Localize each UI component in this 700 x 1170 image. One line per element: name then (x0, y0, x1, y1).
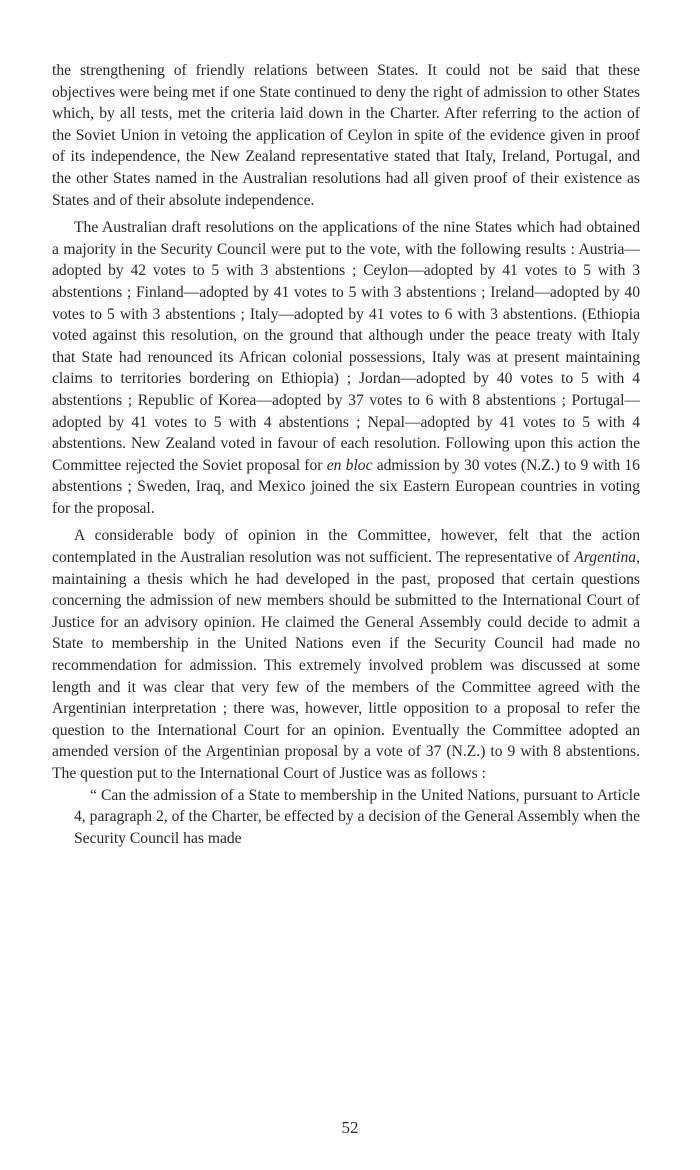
paragraph-argentina-text-b: , maintaining a thesis which he had developed in the past, proposed that certain questions concerning the admission of new members should be submitted to the International Court of Justice for an advisory opinion. He claimed the General Assembly could decide to admit a State to membership in the United Nations even if the Security Council had made no recommendation for admission. This extremely involved problem was discussed at some length and it was clear that very few of the members of the Committee agreed with the Argentinian interpretation ; there was, however, little opposition to a proposal to refer the question to the International Court for an opinion. Eventually the Committee adopted an amended version of the Argentinian proposal by a vote of 37 (N.Z.) to 9 with 8 abstentions. The question put to the International Court of Justice was as follows : (52, 549, 640, 782)
page-number: 52 (341, 1118, 359, 1137)
paragraph-voting-results-text-b: admission by 30 votes (N.Z.) to 9 with 16 abstentions ; Sweden, Iraq, and Mexico joined the six Eastern European countries in voting for the proposal. (52, 456, 640, 517)
paragraph-continuation: the strengthening of friendly relations between States. It could not be said that these objectives were being met if one State continued to deny the right of admission to other States which, by all tests, met the criteria laid down in the Charter. After referring to the action of the Soviet Union in vetoing the application of Ceylon in spite of the evidence given in proof of its independence, the New Zealand representative stated that Italy, Ireland, Portugal, and the other States named in the Australian resolutions had all given proof of their existence as States and of their absolute independence. (52, 62, 640, 209)
quoted-question: “ Can the admission of a State to membership in the United Nations, pursuant to Article 4, paragraph 2, of the Charter, be effected by a decision of the General Assembly when the Security Council has made (74, 786, 640, 847)
document-page (52, 60, 640, 849)
paragraph-argentina-text-a: A considerable body of opinion in the Committee, however, felt that the action contemplated in the Australian resolution was not sufficient. The representative of (52, 527, 640, 567)
italic-argentina: Argentina (574, 549, 637, 567)
italic-en-bloc: en bloc (326, 456, 373, 474)
paragraph-voting-results (52, 217, 640, 519)
paragraph-voting-results-text-a: The Australian draft resolutions on the applications of the nine States which had obtained a majority in the Security Council were put to the vote, with the following results : Austria—adopted by 42 votes to 5 with 3 abstentions ; Ceylon—adopted by 41 votes to 5 with 3 abstentions ; Finland—adopted by 41 votes to 5 with 3 abstentions ; Ireland—adopted by 40 votes to 5 with 3 abstentions ; Italy—adopted by 41 votes to 6 with 3 abstentions. (Ethiopia voted against this resolution, on the ground that although under the peace treaty with Italy that State had renounced its African colonial possessions, Italy was at present maintaining claims to territories bordering on Ethiopia) ; Jordan—adopted by 40 votes to 5 with 4 abstentions ; Republic of Korea—adopted by 37 votes to 6 with 8 abstentions ; Portugal—adopted by 41 votes to 5 with 4 abstentions ; Nepal—adopted by 41 votes to 5 with 4 abstentions. New Zealand voted in favour of each resolution. Following upon this action the Committee rejected the Soviet proposal for (52, 219, 640, 474)
paragraph-argentina-proposal (52, 525, 640, 784)
